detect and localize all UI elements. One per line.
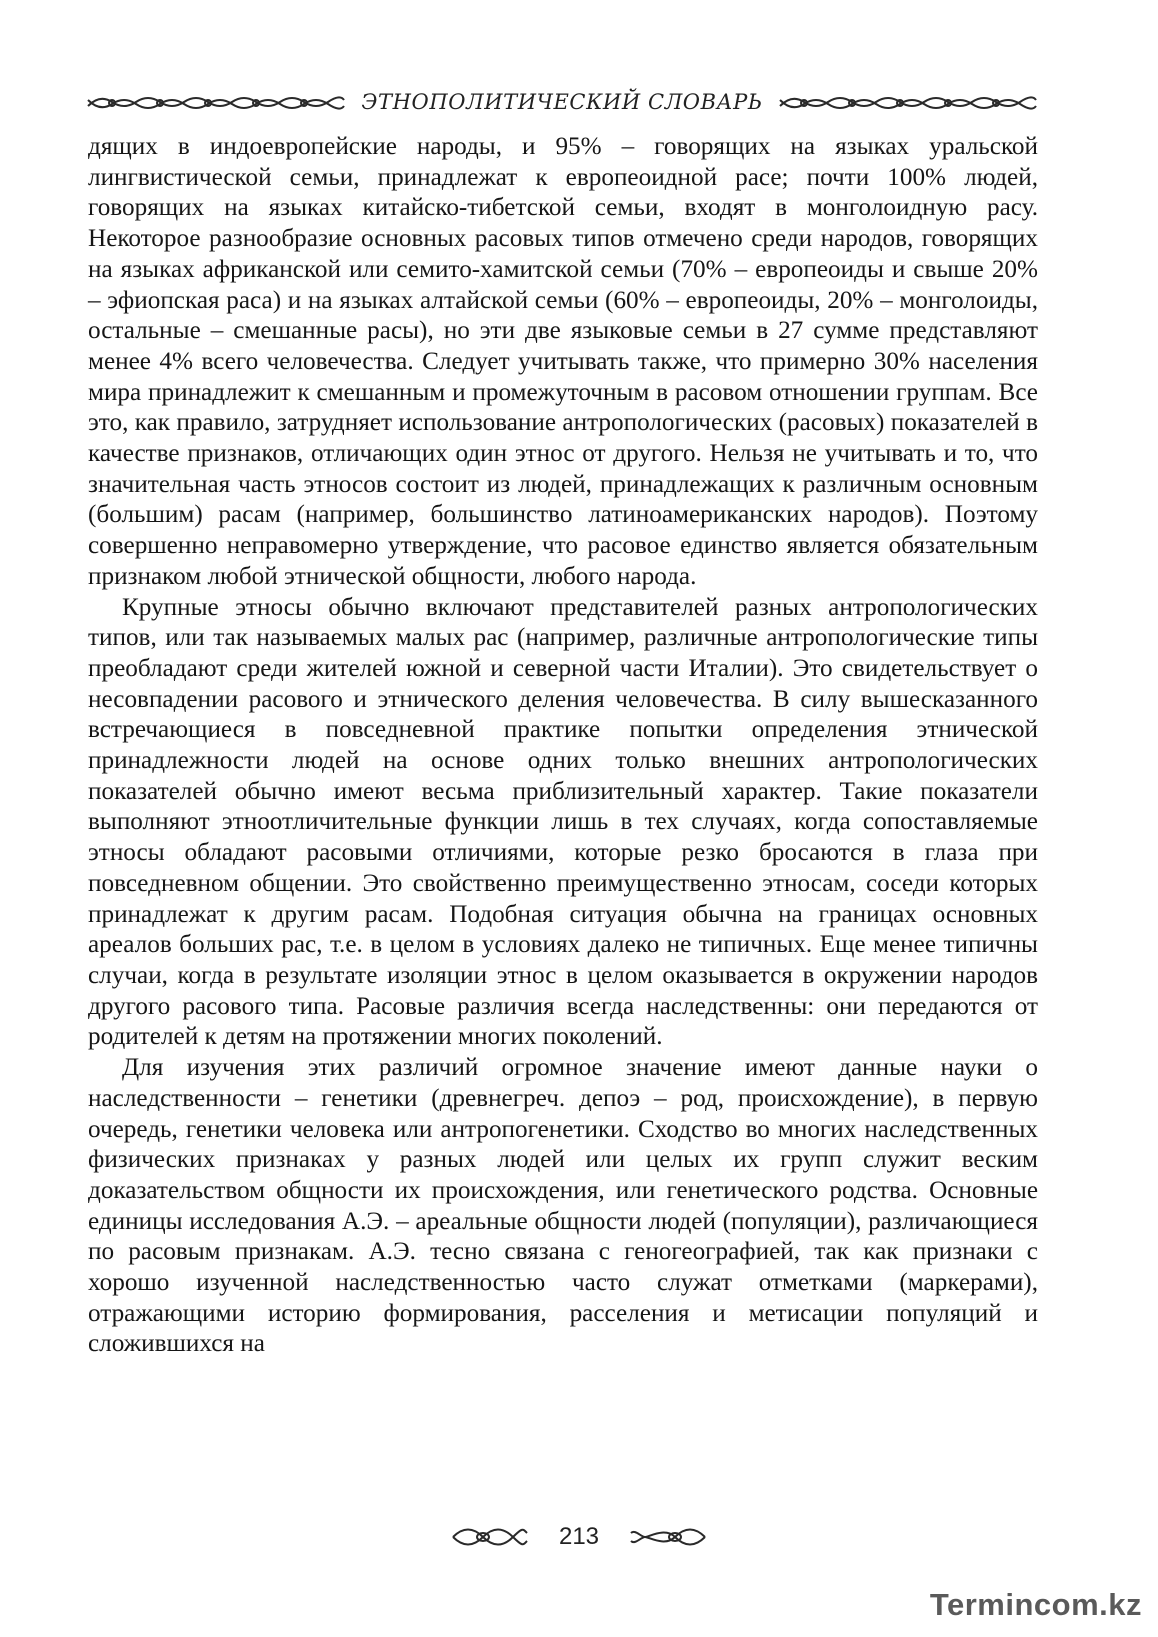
paragraph: Крупные этносы обычно включают представителей разных антропологических типов, или так называемых малых рас (например, различные антропологические типы преобладают среди жителей южной и северной части Италии). Это свидетельствует о несовпадении расового и этнического деления человечества. В силу вышесказанного встречающиеся в повседневной практике попытки определения этнической принадлежности людей на основе одних только внешних антропологических показателей обычно имеют весьма приблизительный характер. Такие показатели выполняют этноотличительные функции лишь в тех случаях, когда сопоставляемые этносы обладают расовыми отличиями, которые резко бросаются в глаза при повседневном общении. Это свойственно преимущественно этносам, соседи которых принадлежат к другим расам. Подобная ситуация обычна на границах основных ареалов больших рас, т.е. в целом в условиях далеко не типичных. Еще менее типичны случаи, когда в результате изоляции этнос в целом оказывается в окружении народов другого расового типа. Расовые различия всегда наследственны: они передаются от родителей к детям на протяжении многих поколений. xyxy=(88,593,1038,1051)
swirl-flourish-icon xyxy=(451,1524,529,1550)
paragraph: дящих в индоевропейские народы, и 95% – говорящих на языках уральской лингвистической семьи, принадлежат к европеоидной расе; почти 100% людей, говорящих на языках китайско-тибетской семьи, входят в монголоидную расу. Некоторое разнообразие основных расовых типов отмечено среди народов, говорящих на языках африканской или семито-хамитской семьи (70% – европеоиды и свыше 20% – эфиопская раса) и на языках алтайской семьи (60% – европеоиды, 20% – монголоиды, остальные – смешанные расы), но эти две языковые семьи в 27 сумме представляют менее 4% всего человечества. Следует учитывать также, что примерно 30% населения мира принадлежит к смешанным и промежуточным в расовом отношении группам. Все это, как правило, затрудняет использование антропологических (расовых) показателей в качестве признаков, отличающих один этнос от другого. Нельзя не учитывать и то, что значительная часть этносов состоит из людей, принадлежащих к различным основным (большим) расам (например, большинство латиноамериканских народов). Поэтому совершенно неправомерно утверждение, что расовое единство является обязательным признаком любой этнической общности, любого народа. xyxy=(88,133,1038,590)
running-header xyxy=(86,86,1038,118)
celtic-knot-border-icon xyxy=(86,91,346,113)
running-header-title: ЭТНОПОЛИТИЧЕСКИЙ СЛОВАРЬ xyxy=(361,90,763,114)
body-text xyxy=(88,132,1038,1360)
page-number: 213 xyxy=(558,1523,600,1550)
site-watermark: Termincom.kz xyxy=(929,1587,1142,1622)
page-footer xyxy=(0,1520,1158,1554)
swirl-flourish-icon xyxy=(629,1524,707,1550)
celtic-knot-border-icon xyxy=(778,91,1038,113)
paragraph: Для изучения этих различий огромное значение имеют данные науки о наследственности – генетики (древнегреч. депоэ – род, происхождение), в первую очередь, генетики человека или антропогенетики. Сходство во многих наследственных физических признаках у разных людей или целых их групп служит веским доказательством общности их происхождения, или генетического родства. Основные единицы исследования А.Э. – ареальные общности людей (популяции), различающиеся по расовым признакам. А.Э. тесно связана с геногеографией, так как признаки с хорошо изученной наследственностью часто служат отметками (маркерами), отражающими историю формирования, расселения и метисации популяций и сложившихся на xyxy=(88,1054,1038,1358)
